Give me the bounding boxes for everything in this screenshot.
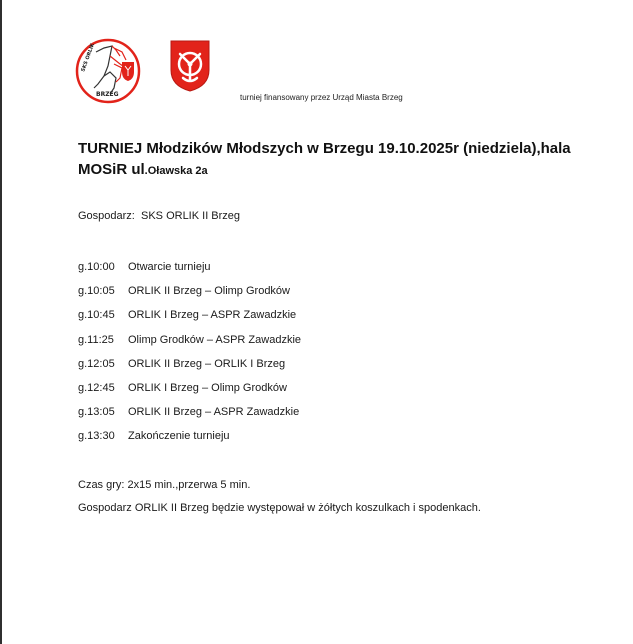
funding-note: turniej finansowany przez Urząd Miasta Brzeg	[240, 93, 403, 102]
schedule-event: ORLIK II Brzeg – ASPR Zawadzkie	[128, 406, 300, 419]
host-line	[78, 210, 240, 222]
title-main: TURNIEJ Młodzików Młodszych w Brzegu 19.10.2025r (niedziela),hala MOSiR ul	[78, 140, 571, 178]
schedule-row	[78, 309, 301, 333]
schedule-time: g.12:45	[78, 381, 115, 394]
host-label: Gospodarz:	[78, 210, 135, 222]
title-address: .Oławska 2a	[144, 165, 208, 177]
schedule-row	[78, 406, 301, 430]
schedule-time: g.10:05	[78, 285, 115, 298]
schedule-time: g.13:30	[78, 430, 115, 443]
schedule-row	[78, 285, 301, 309]
page-left-edge	[0, 0, 2, 644]
host-value: SKS ORLIK II Brzeg	[141, 210, 241, 222]
sks-orlik-brzeg-logo	[74, 38, 142, 104]
schedule-time: g.10:00	[78, 261, 115, 273]
schedule-event: Otwarcie turnieju	[128, 261, 211, 273]
schedule-list	[78, 261, 301, 455]
schedule-event: ORLIK I Brzeg – ASPR Zawadzkie	[128, 309, 297, 322]
schedule-row	[78, 358, 301, 382]
schedule-time: g.10:45	[78, 309, 115, 322]
schedule-row	[78, 430, 301, 454]
schedule-time: g.11:25	[78, 333, 114, 346]
page-title	[78, 138, 598, 182]
note-game-time: Czas gry: 2x15 min.,przerwa 5 min.	[78, 479, 251, 491]
schedule-event: Olimp Grodków – ASPR Zawadzkie	[128, 333, 302, 346]
schedule-time: g.12:05	[78, 357, 115, 370]
schedule-event: ORLIK I Brzeg – Olimp Grodków	[128, 381, 287, 394]
schedule-event: ORLIK II Brzeg – ORLIK I Brzeg	[128, 357, 286, 370]
brzeg-coat-of-arms-icon	[170, 40, 210, 92]
schedule-event: ORLIK II Brzeg – Olimp Grodków	[128, 285, 290, 298]
svg-text:SKS ORLIK: SKS ORLIK	[80, 42, 97, 73]
schedule-row	[78, 261, 301, 285]
schedule-event: Zakończenie turnieju	[128, 430, 230, 443]
notes	[78, 479, 481, 525]
schedule-row	[78, 382, 301, 406]
note-host-kit: Gospodarz ORLIK II Brzeg będzie występował w żółtych koszulkach i spodenkach.	[78, 502, 481, 514]
svg-text:BRZEG: BRZEG	[96, 91, 119, 98]
schedule-row	[78, 334, 301, 358]
schedule-time: g.13:05	[78, 406, 115, 419]
